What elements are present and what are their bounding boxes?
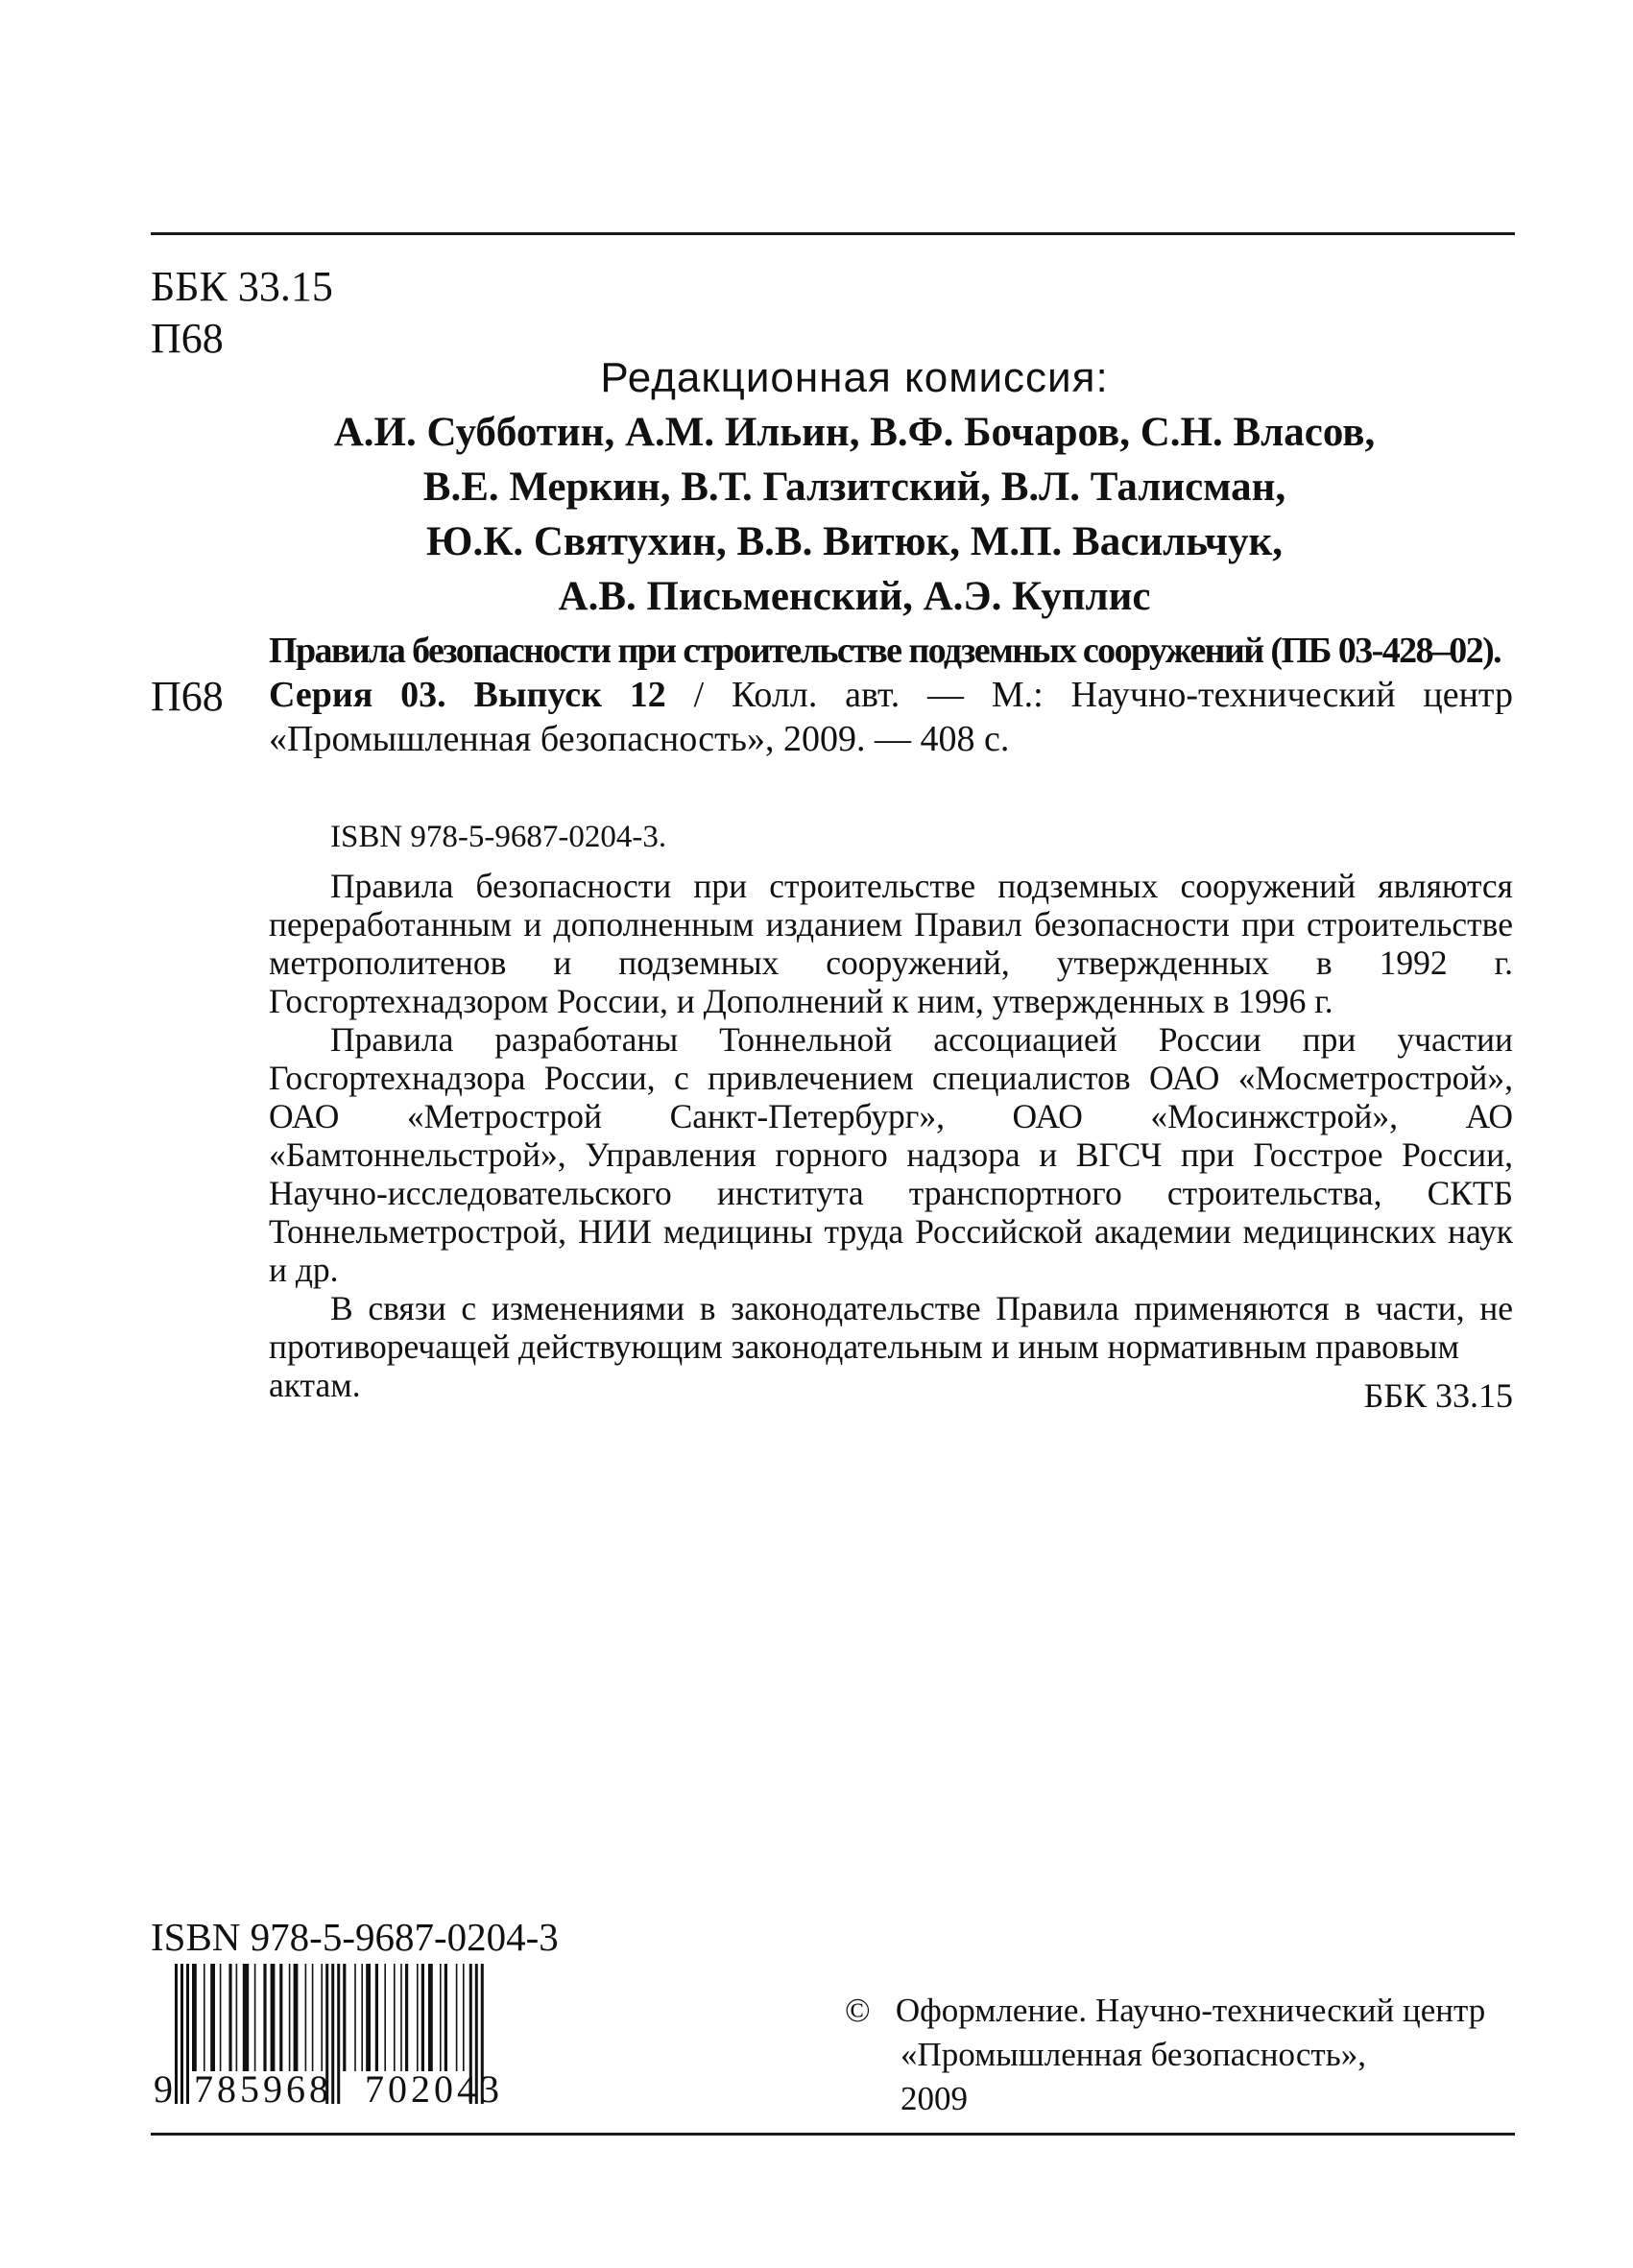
- barcode-bar: [210, 1964, 215, 2071]
- barcode-bar: [228, 1964, 231, 2071]
- barcode-bar: [361, 1964, 363, 2071]
- copyright-block: [845, 1989, 1485, 2121]
- barcode-bar: [254, 1964, 256, 2071]
- top-rule: [151, 232, 1515, 235]
- barcode-bar: [343, 1964, 346, 2071]
- barcode-bar: [312, 1964, 314, 2071]
- barcode-bar: [394, 1964, 396, 2071]
- barcode-bar: [456, 1964, 458, 2071]
- barcode-guard-bar: [180, 1964, 183, 2104]
- commission-names-line: А.В. Письменский, А.Э. Куплис: [558, 574, 1151, 619]
- barcode-bar: [354, 1964, 356, 2071]
- barcode-bar: [444, 1964, 447, 2071]
- abstract: [269, 867, 1513, 1404]
- copyright-line: «Промышленная безопасность»,: [901, 2036, 1366, 2073]
- barcode-graphic: [154, 1964, 547, 2108]
- commission-names-line: Ю.К. Святухин, В.В. Витюк, М.П. Васильчук,: [426, 519, 1283, 564]
- barcode-bar: [400, 1964, 402, 2071]
- isbn-line: ISBN 978-5-9687-0204-3.: [330, 820, 667, 854]
- commission-names: [230, 405, 1478, 624]
- classification-block: [151, 261, 333, 365]
- commission-names-line: А.И. Субботин, А.М. Ильин, В.Ф. Бочаров, С.Н. Власов,: [333, 410, 1376, 455]
- barcode-bar: [321, 1964, 323, 2071]
- barcode-bar: [220, 1964, 222, 2071]
- abstract-paragraph-tail: актам.: [269, 1366, 361, 1404]
- barcode-group-right: 702043: [365, 2067, 503, 2108]
- abstract-paragraph: В связи с изменениями в законодательстве Правила применяются в части, не противоречащей действующим законодательным и иным нормативным правовым: [269, 1289, 1513, 1366]
- copyright-line: 2009: [901, 2080, 968, 2117]
- bbk-footer-code: ББК 33.15: [1363, 1376, 1513, 1415]
- barcode-bar: [289, 1964, 291, 2071]
- barcode-bar: [417, 1964, 419, 2071]
- barcode-bar: [279, 1964, 282, 2071]
- bibliographic-mark: П68: [151, 673, 224, 720]
- barcode-bar: [271, 1964, 276, 2071]
- barcode-guard-bar: [175, 1964, 178, 2104]
- barcode-bar: [440, 1964, 442, 2071]
- barcode-bar: [421, 1964, 424, 2071]
- barcode-isbn: ISBN 978-5-9687-0204-3: [151, 1915, 559, 1959]
- barcode-group-left: 785968: [194, 2067, 332, 2108]
- barcode: [154, 1964, 547, 2108]
- book-title: Правила безопасности при строительстве подземных сооружений (ПБ 03-428–02).: [269, 631, 1501, 671]
- barcode-bar: [384, 1964, 386, 2071]
- barcode-bar: [428, 1964, 433, 2071]
- abstract-paragraph: Правила безопасности при строительстве подземных сооружений являются переработанным и дополненным изданием Правил безопасности при строительстве метрополитенов и подземных сооружений, утвержденных в 1992 г. Госгортехнадзором России, и Дополнений к ним, утвержденных в 1996 г.: [269, 867, 1513, 1020]
- commission-title: Редакционная комиссия:: [600, 354, 1109, 401]
- barcode-bar: [204, 1964, 205, 2071]
- copyright-symbol: ©: [845, 1992, 871, 2029]
- barcode-bar: [192, 1964, 197, 2071]
- editorial-commission: [230, 351, 1478, 624]
- barcode-bar: [375, 1964, 378, 2071]
- abstract-paragraph: Правила разработаны Тоннельной ассоциацией России при участии Госгортехнадзора России, с привлечением специалистов ОАО «Мосметрострой», ОАО «Метрострой Санкт-Петербург», ОАО «Мосинжстрой», АО «Бамтоннельстрой», Управления горного надзора и ВГСЧ при Госстрое России, Научно-исследовательского института транспортного строительства, СКТБ Тоннельметрострой, НИИ медицины труда Российской академии медицинских наук и др.: [269, 1020, 1513, 1289]
- barcode-bar: [263, 1964, 266, 2071]
- barcode-guard-bar: [186, 1964, 189, 2104]
- book-imprint: [269, 673, 1513, 761]
- bbk-code: ББК 33.15: [151, 263, 333, 310]
- barcode-bar: [236, 1964, 238, 2071]
- barcode-bar: [243, 1964, 249, 2071]
- author-mark: П68: [151, 315, 224, 362]
- barcode-bar: [366, 1964, 371, 2071]
- bottom-rule: [151, 2133, 1515, 2136]
- barcode-bar: [405, 1964, 408, 2071]
- barcode-bar: [305, 1964, 307, 2071]
- barcode-bar: [463, 1964, 465, 2071]
- barcode-guard-bar: [337, 1964, 340, 2104]
- series-label: Серия 03. Выпуск 12: [269, 675, 666, 715]
- bibliographic-record: [269, 629, 1513, 761]
- barcode-lead-digit: 9: [154, 2067, 173, 2108]
- imprint-text: / Колл. авт. — М.: Научно-технический центр «Промышленная безопасность», 2009. — 408 с.: [269, 675, 1513, 759]
- commission-names-line: В.Е. Меркин, В.Т. Галзитский, В.Л. Талисман,: [422, 465, 1286, 510]
- copyright-line: Оформление. Научно-технический центр: [895, 1992, 1486, 2029]
- barcode-bar: [294, 1964, 299, 2071]
